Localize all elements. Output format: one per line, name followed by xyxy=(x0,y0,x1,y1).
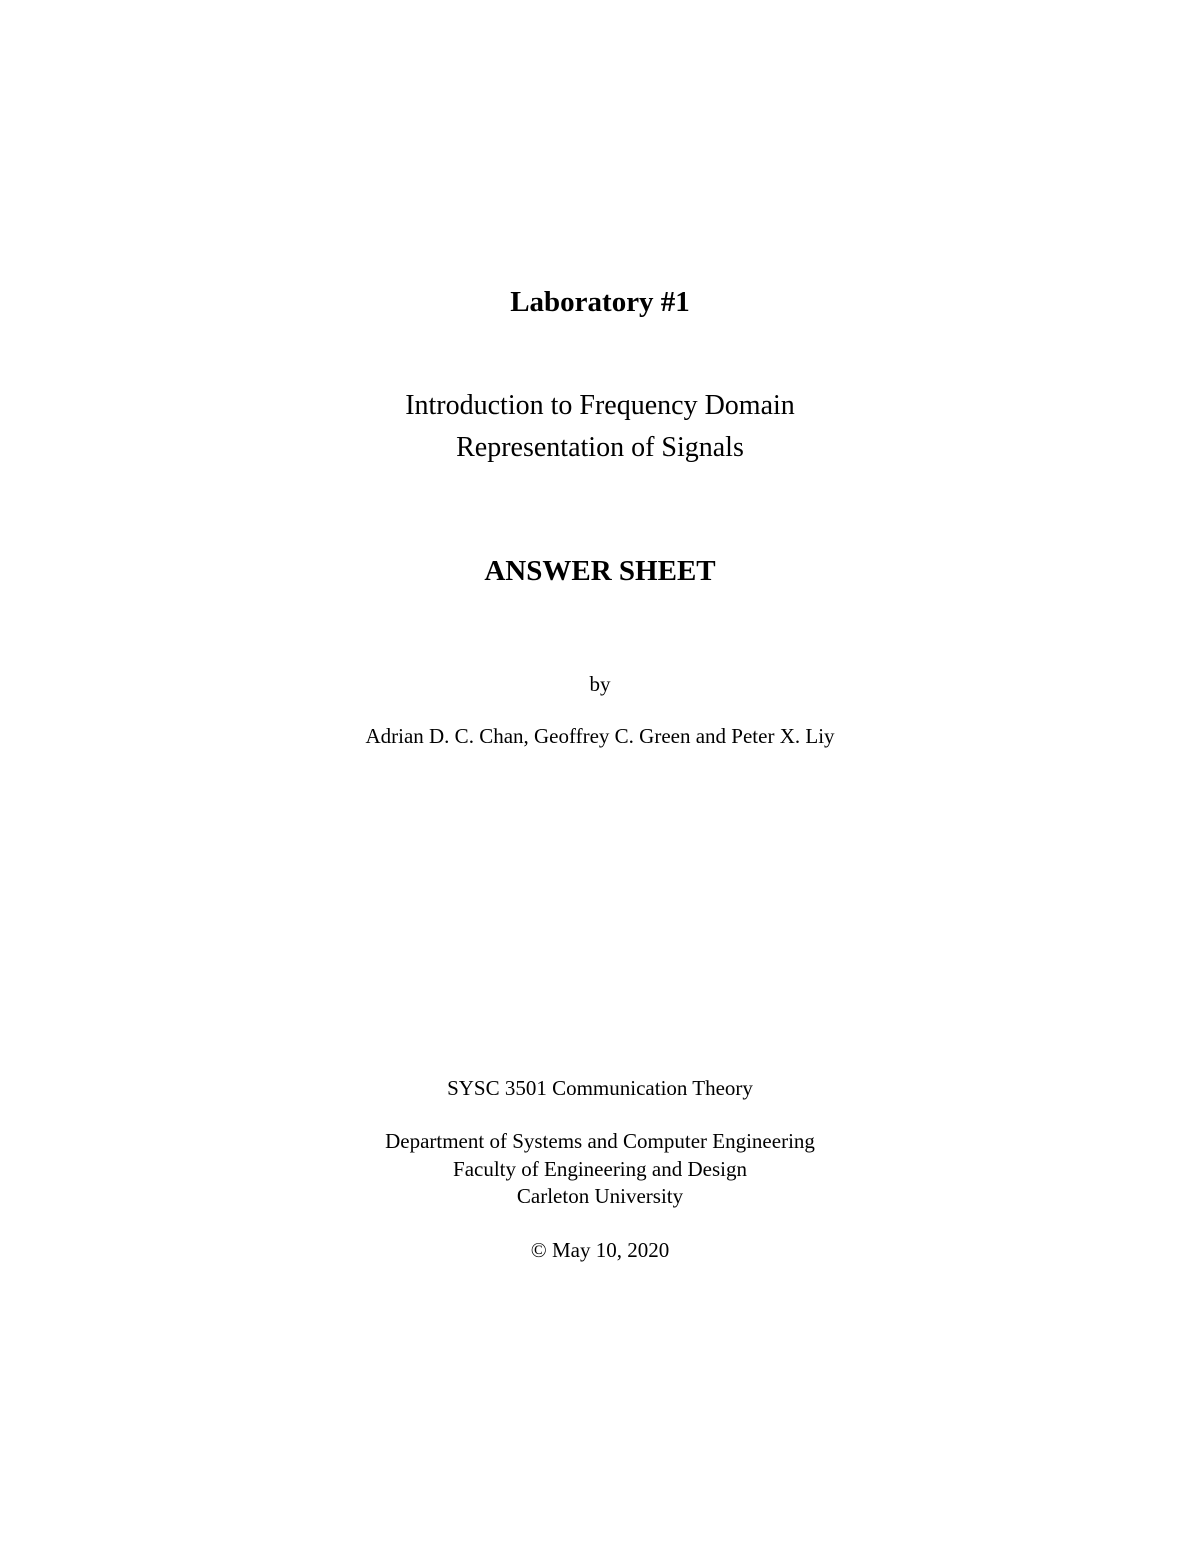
department: Department of Systems and Computer Engineering xyxy=(385,1129,815,1153)
authors: Adrian D. C. Chan, Geoffrey C. Green and Peter X. Liy xyxy=(365,724,835,748)
subtitle-line-2: Representation of Signals xyxy=(456,432,744,463)
answer-sheet-heading: ANSWER SHEET xyxy=(484,555,716,587)
faculty: Faculty of Engineering and Design xyxy=(453,1157,747,1181)
subtitle-line-1: Introduction to Frequency Domain xyxy=(405,390,795,421)
lab-title: Laboratory #1 xyxy=(510,286,690,318)
course-name: SYSC 3501 Communication Theory xyxy=(447,1076,753,1100)
university: Carleton University xyxy=(516,1184,684,1208)
copyright-date: © May 10, 2020 xyxy=(530,1238,670,1262)
by-label: by xyxy=(589,672,611,696)
